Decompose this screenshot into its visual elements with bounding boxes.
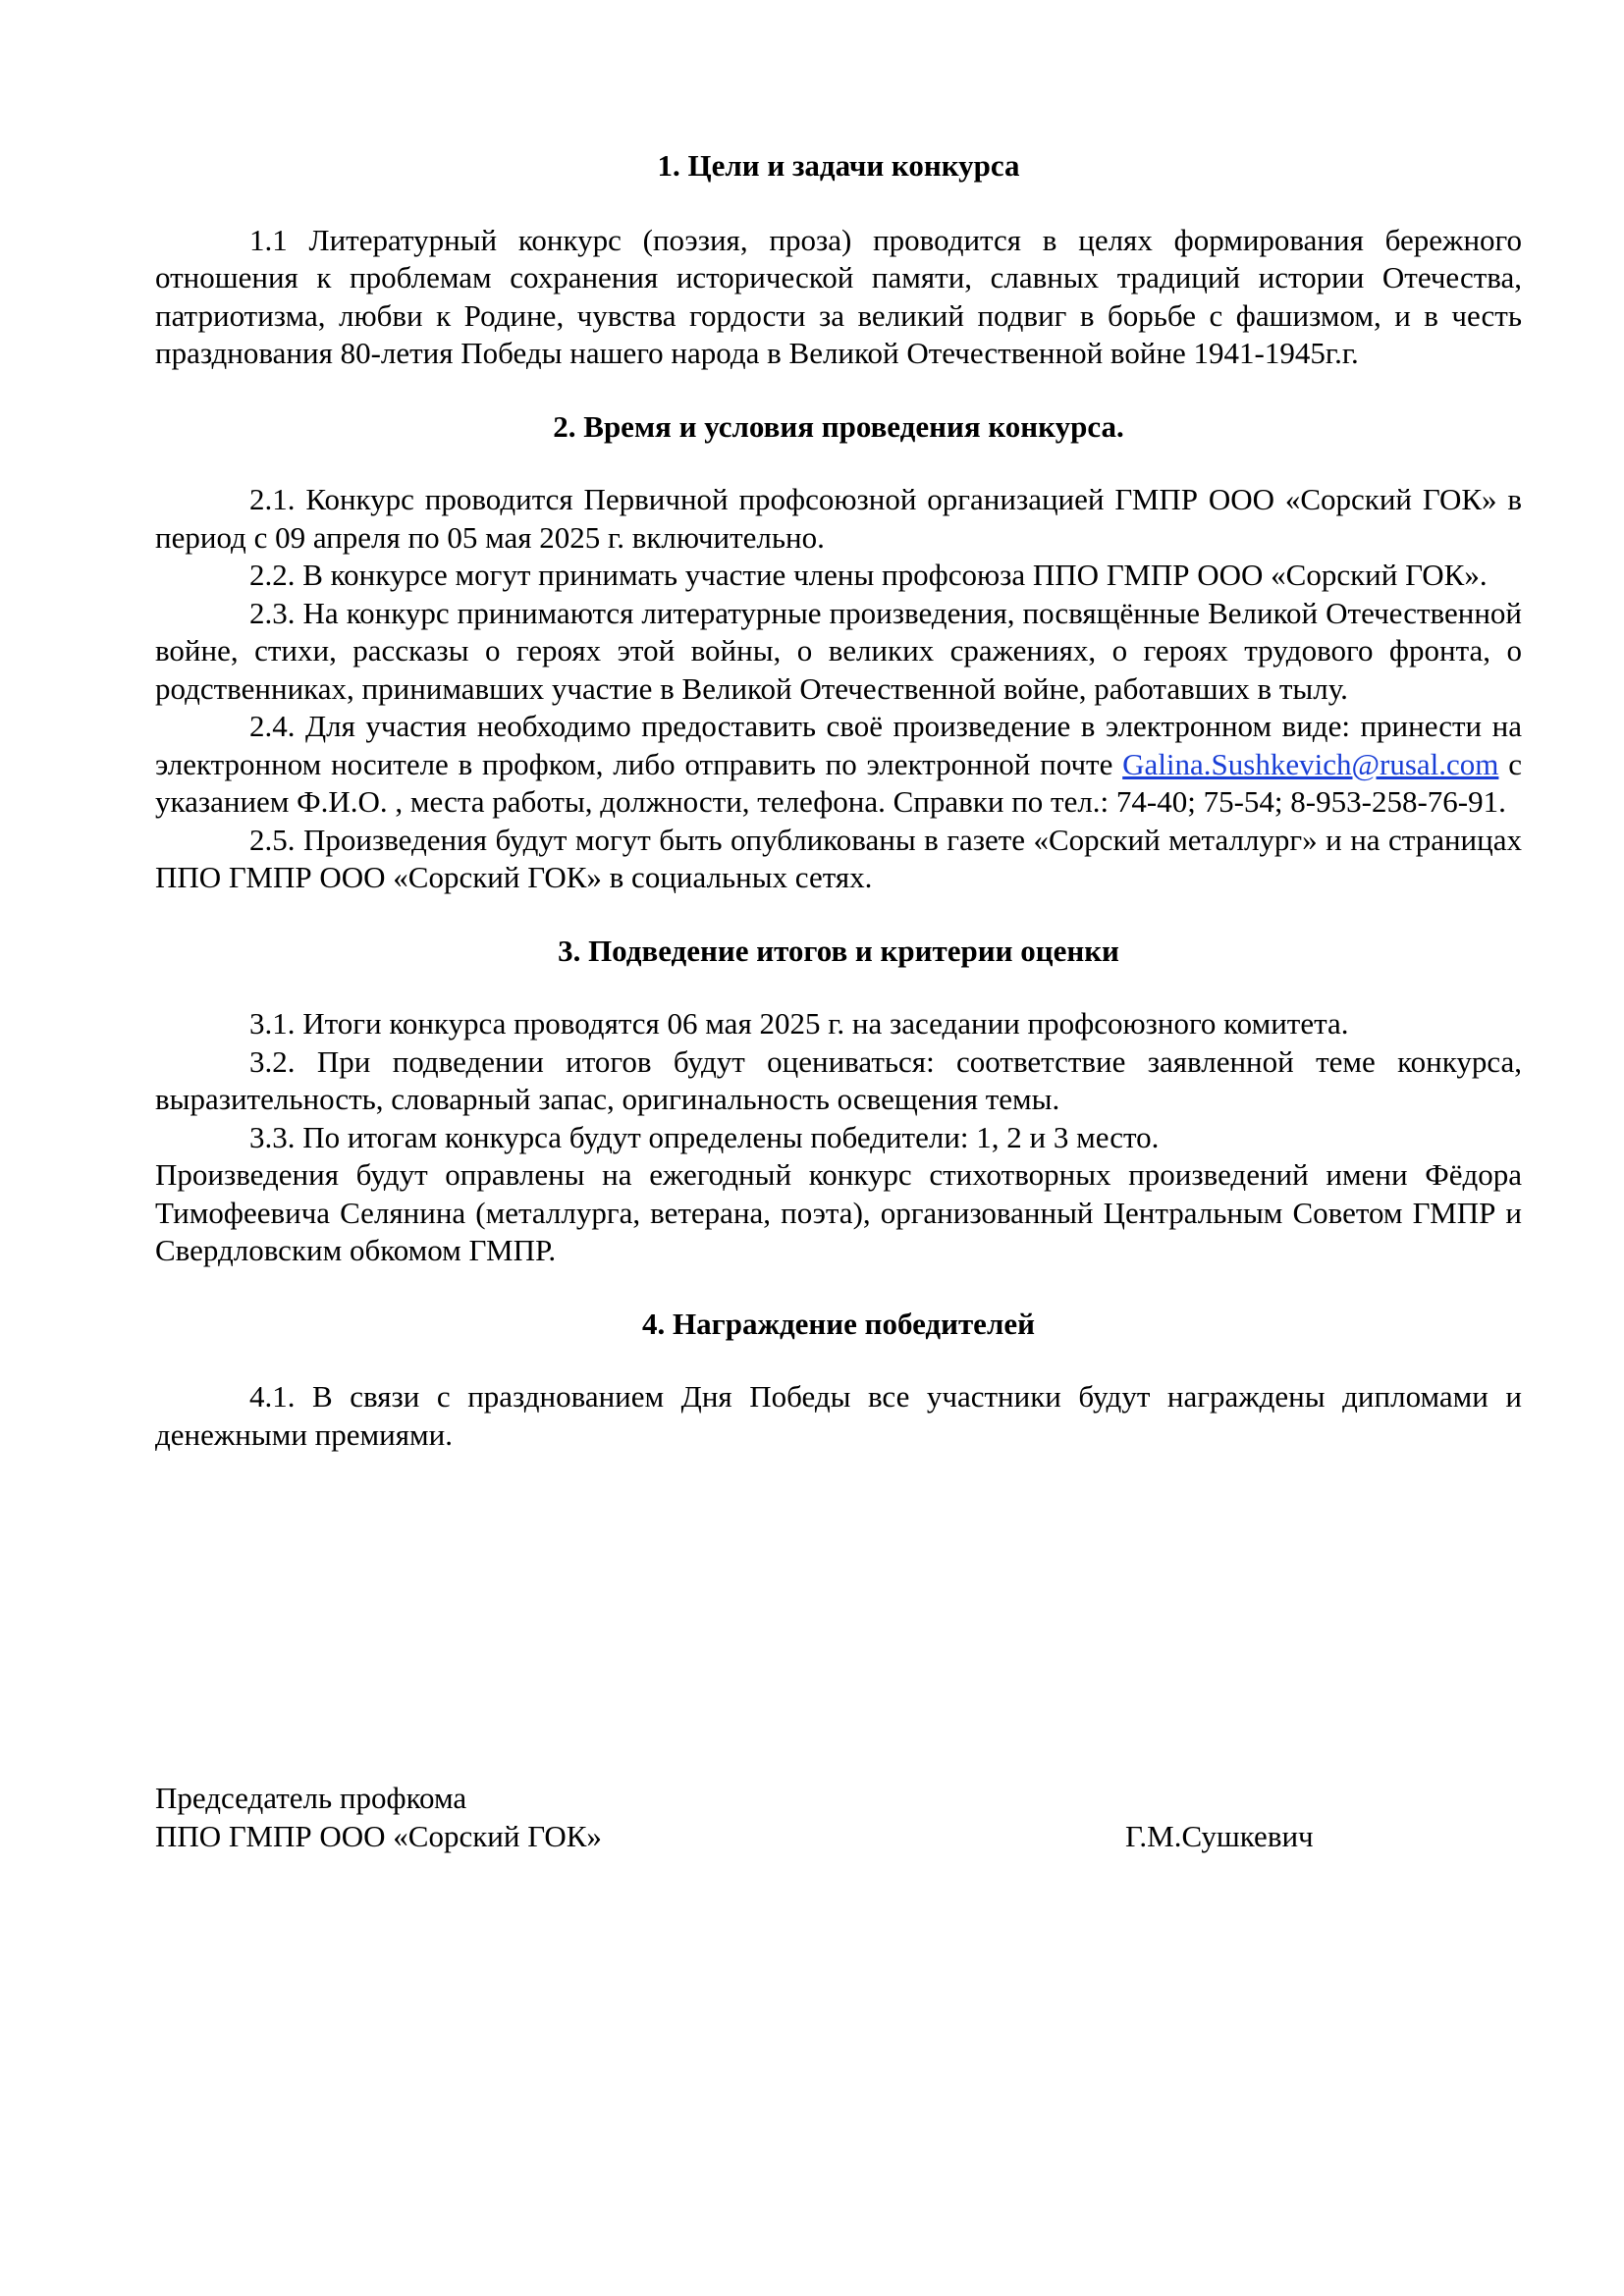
signature-position-line-2	[155, 1818, 1522, 1856]
paragraph-4-1: 4.1. В связи с празднованием Дня Победы все участники будут награждены дипломами и денежными премиями.	[155, 1379, 1522, 1452]
section-3-heading: 3. Подведение итогов и критерии оценки	[558, 933, 1119, 968]
paragraph-2-4-text-start: 2.4. Для участия необходимо предоставить своё произведение в электронном виде: принести на электронном носителе в профком, либо отправить по электронной почте	[155, 709, 1522, 781]
paragraph-2-1: 2.1. Конкурс проводится Первичной профсоюзной организацией ГМПР ООО «Сорский ГОК» в период с 09 апреля по 05 мая 2025 г. включительно.	[155, 482, 1522, 555]
paragraph-2-5: 2.5. Произведения будут могут быть опубликованы в газете «Сорский металлург» и на страницах ППО ГМПР ООО «Сорский ГОК» в социальных сетях.	[155, 822, 1522, 894]
paragraph-2-3: 2.3. На конкурс принимаются литературные произведения, посвящённые Великой Отечественной войне, стихи, рассказы о героях этой войны, о великих сражениях, о героях трудового фронта, о родственниках, принимавших участие в Великой Отечественной войне, работавших в тылу.	[155, 595, 1522, 706]
paragraph-3-4: Произведения будут оправлены на ежегодный конкурс стихотворных произведений имени Фёдора Тимофеевича Селянина (металлурга, ветерана, поэта), организованный Центральным Советом ГМПР и Свердловским обкомом ГМПР.	[155, 1157, 1522, 1267]
section-2-heading: 2. Время и условия проведения конкурса.	[553, 408, 1124, 444]
paragraph-2-4	[155, 708, 1522, 822]
section-1-heading: 1. Цели и задачи конкурса	[657, 148, 1020, 183]
signature-organization: ППО ГМПР ООО «Сорский ГОК»	[155, 1818, 602, 1853]
signature-block	[155, 1780, 1522, 1855]
email-link[interactable]: Galina.Sushkevich@rusal.com	[1122, 746, 1499, 781]
signature-position-title: Председатель профкома	[155, 1781, 467, 1815]
paragraph-3-1: 3.1. Итоги конкурса проводятся 06 мая 2025 г. на заседании профсоюзного комитета.	[249, 1006, 1349, 1041]
paragraph-3-3: 3.3. По итогам конкурса будут определены победители: 1, 2 и 3 место.	[249, 1119, 1160, 1154]
paragraph-1-1: 1.1 Литературный конкурс (поэзия, проза) проводится в целях формирования бережного отношения к проблемам сохранения исторической памяти, славных традиций истории Отечества, патриотизма, любви к Родине, чувства гордости за великий подвиг в борьбе с фашизмом, и в честь празднования 80-летия Победы нашего народа в Великой Отечественной войне 1941-1945г.г.	[155, 222, 1522, 370]
signature-name: Г.М.Сушкевич	[1125, 1818, 1314, 1853]
paragraph-2-4-text-end: с указанием Ф.И.О. , места работы, должности, телефона. Справки по тел.: 74-40; 75-54; 8-953-258-76-91.	[155, 746, 1522, 819]
paragraph-3-2: 3.2. При подведении итогов будут оцениваться: соответствие заявленной теме конкурса, выразительность, словарный запас, оригинальность освещения темы.	[155, 1043, 1522, 1116]
document-body	[155, 147, 1522, 1454]
paragraph-2-2: 2.2. В конкурсе могут принимать участие члены профсоюза ППО ГМПР ООО «Сорский ГОК».	[249, 558, 1488, 592]
signature-position-line-1	[155, 1780, 1522, 1818]
section-4-heading: 4. Награждение победителей	[642, 1306, 1035, 1341]
